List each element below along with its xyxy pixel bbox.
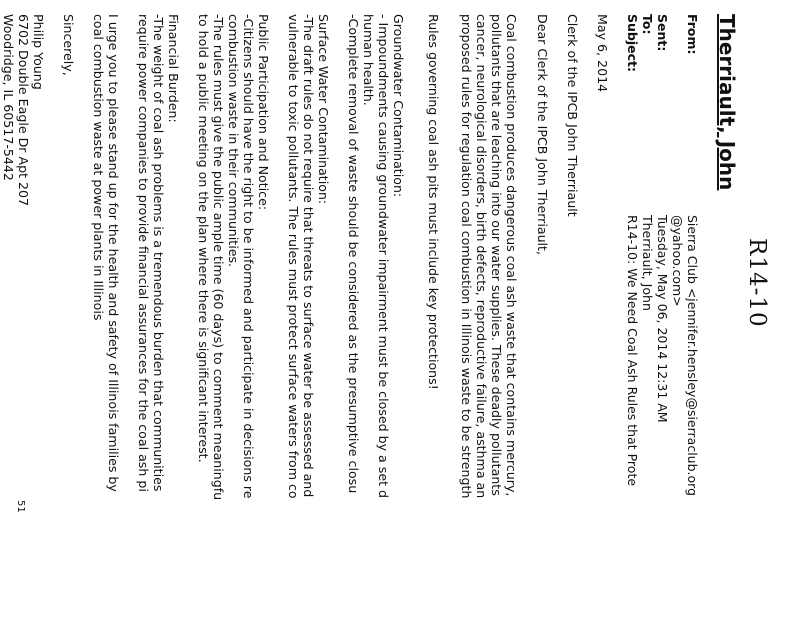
section-line: - Impoundments causing groundwater impairment must be closed by a set d bbox=[376, 14, 391, 499]
section-line: -The rules must give the public ample time (60 days) to comment meaningfu bbox=[211, 14, 226, 501]
section-title: Financial Burden: bbox=[166, 14, 181, 123]
header-value-from: Sierra Club <jennifer.hensley@sierraclub.org bbox=[685, 215, 700, 497]
section-line: -Citizens should have the right to be informed and participate in decisions re bbox=[241, 14, 256, 499]
intro-line: cancer, neurological disorders, birth defects, reproductive failure, asthma an bbox=[474, 14, 489, 499]
section-line: combustion waste in their communities. bbox=[226, 14, 241, 268]
section-title: Surface Water Contamination: bbox=[316, 14, 331, 205]
closing-line: coal combustion waste at power plants in Illinois bbox=[91, 14, 106, 321]
intro-line: pollutants that are leaching into our water supplies. These deadly pollutants bbox=[489, 14, 504, 496]
header-label-to: To: bbox=[640, 14, 655, 35]
header-value-sent: Tuesday, May 06, 2014 12:31 AM bbox=[655, 215, 670, 423]
sender-name-heading: Therriault, John bbox=[715, 14, 739, 191]
letter-date: May 6, 2014 bbox=[595, 14, 610, 93]
signature-name: Philip Young bbox=[31, 14, 46, 90]
signoff: Sincerely, bbox=[61, 14, 76, 76]
header-value-to: Therriault, John bbox=[640, 215, 655, 311]
section-line: human health. bbox=[361, 14, 376, 106]
key-protections-line: Rules governing coal ash pits must include key protections! bbox=[426, 14, 441, 390]
section-line: vulnerable to toxic pollutants. The rules must protect surface waters from co bbox=[286, 14, 301, 499]
header-value-subject: R14-10: We Need Coal Ash Rules that Prote bbox=[625, 215, 640, 487]
docket-number: R14-10 bbox=[744, 238, 770, 328]
salutation: Dear Clerk of the IPCB John Therriault, bbox=[535, 14, 550, 255]
header-value-from-cont: @yahoo.com> bbox=[670, 215, 685, 307]
section-title: Groundwater Contamination: bbox=[391, 14, 406, 198]
section-line: to hold a public meeting on the plan where there is significant interest. bbox=[196, 14, 211, 463]
section-line: -The weight of coal ash problems is a tremendous burden that communities bbox=[151, 14, 166, 492]
section-line: -Complete removal of waste should be considered as the presumptive closu bbox=[346, 14, 361, 494]
header-label-sent: Sent: bbox=[655, 14, 670, 52]
header-label-subject: Subject: bbox=[625, 14, 640, 72]
intro-line: Coal combustion produces dangerous coal ash waste that contains mercury, bbox=[504, 14, 519, 497]
intro-line: proposed rules for regulation coal combustion in Illinois waste to be strength bbox=[459, 14, 474, 499]
header-label-from: From: bbox=[685, 14, 700, 55]
signature-address: 6702 Double Eagle Dr Apt 207 bbox=[16, 14, 31, 207]
recipient-line: Clerk of the IPCB John Therriault bbox=[565, 14, 580, 217]
section-line: -The draft rules do not require that threats to surface water be assessed and bbox=[301, 14, 316, 498]
closing-line: I urge you to please stand up for the health and safety of Illinois families by bbox=[106, 14, 121, 492]
section-title: Public Participation and Notice: bbox=[256, 14, 271, 211]
section-line: require power companies to provide financial assurances for the coal ash pi bbox=[136, 14, 151, 492]
page-number: 51 bbox=[15, 500, 26, 513]
signature-city: Woodridge, IL 60517-5442 bbox=[1, 14, 16, 181]
